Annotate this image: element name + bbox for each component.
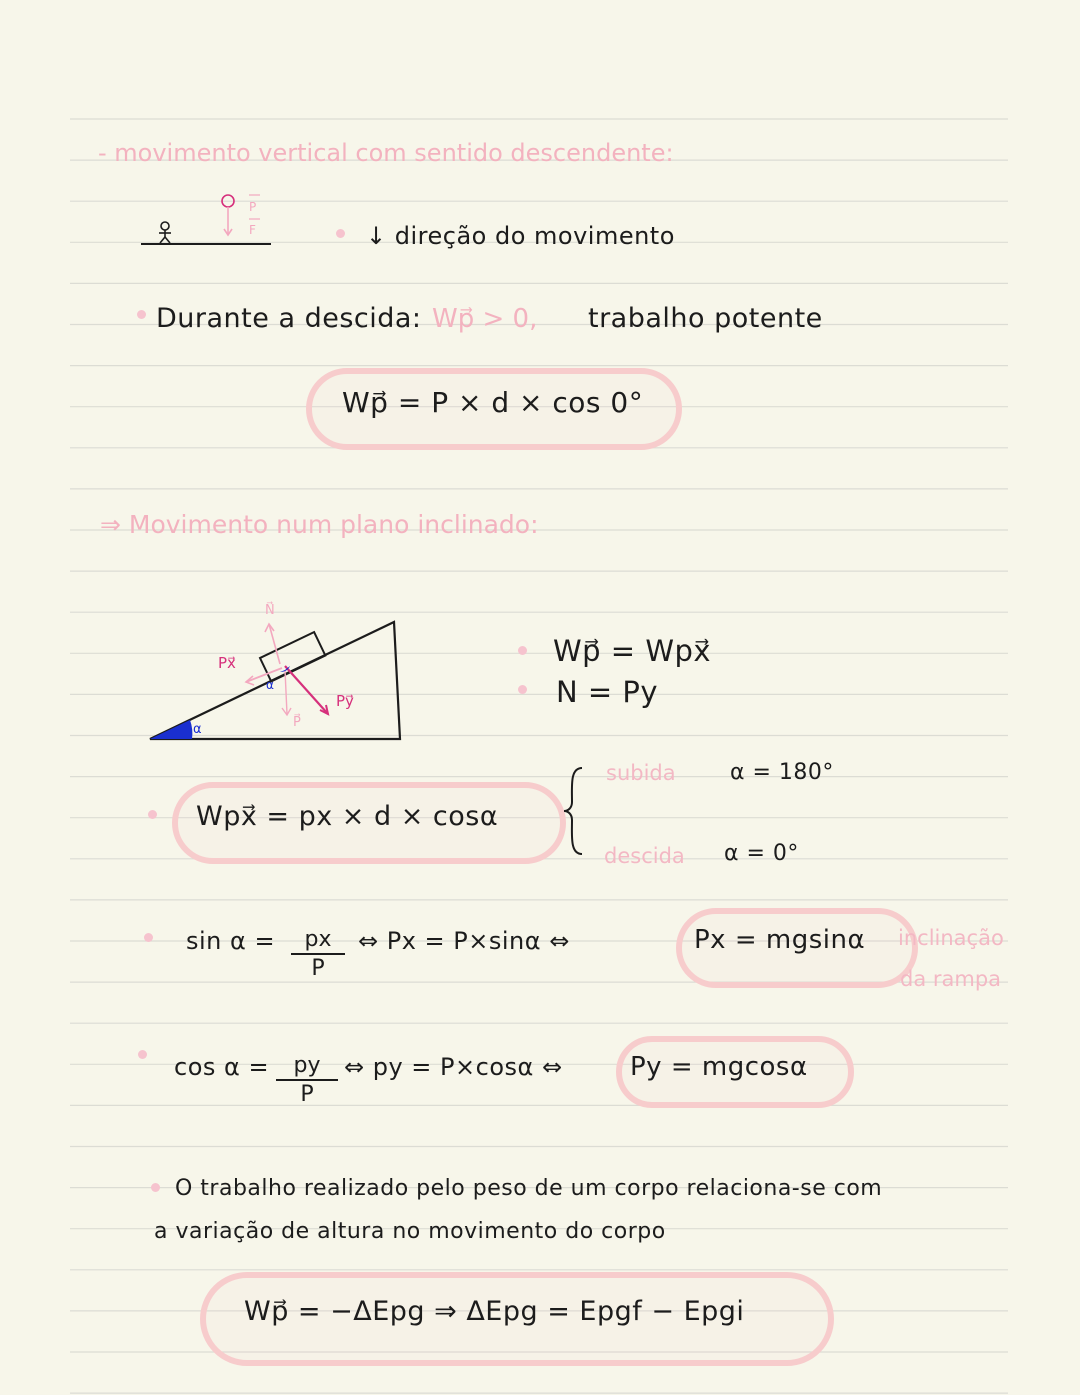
case-up-value: α = 180° — [730, 760, 834, 785]
case-down-value: α = 0° — [724, 841, 799, 866]
section1-heading: - movimento vertical com sentido descendente: — [98, 139, 674, 167]
bullet — [518, 646, 527, 655]
falling-ball — [222, 195, 234, 207]
sin-fraction-numerator: px — [291, 929, 345, 955]
py-result: Py = mgcosα — [630, 1052, 808, 1082]
cos-lhs: cos α = — [174, 1053, 270, 1081]
cos-derivation: ⇔ py = P×cosα ⇔ — [344, 1053, 563, 1081]
statement-line1: O trabalho realizado pelo peso de um corpo relaciona-se com — [175, 1176, 883, 1201]
work-equality-line: Wp⃗ = Wpx⃗ — [553, 634, 712, 668]
normal-force-label: N⃗ — [265, 603, 275, 618]
statement-line2: a variação de altura no movimento do corpo — [154, 1219, 666, 1244]
px-result: Px = mgsinα — [694, 925, 866, 955]
bullet — [138, 1050, 147, 1059]
ramp-inclination-note-line2: da rampa — [900, 967, 1002, 991]
sin-fraction — [291, 929, 345, 980]
inclined-plane-diagram — [140, 596, 420, 746]
sin-derivation: ⇔ Px = P×sinα ⇔ — [358, 927, 570, 955]
cases-brace — [562, 766, 592, 856]
cos-fraction — [276, 1055, 338, 1106]
ramp-inclination-note-line1: inclinação — [898, 926, 1004, 950]
normal-equality-line: N = Py — [556, 675, 659, 709]
bullet — [151, 1183, 160, 1192]
bullet — [137, 310, 146, 319]
weight-force-label: P⃗ — [293, 715, 301, 730]
weight-work-formula: Wp⃗ = P × d × cos 0° — [342, 386, 644, 419]
incline-angle-label: α — [193, 722, 202, 737]
cos-fraction-denominator: P — [300, 1082, 314, 1107]
block-angle-label: α — [266, 678, 274, 692]
potent-work-label: trabalho potente — [588, 303, 823, 334]
px-work-formula: Wpx⃗ = px × d × cosα — [196, 801, 499, 832]
cos-fraction-numerator: py — [276, 1055, 338, 1081]
section2-heading: ⇒ Movimento num plano inclinado: — [100, 510, 539, 539]
case-down-label: descida — [604, 844, 685, 868]
bullet — [336, 229, 345, 238]
force-label-f: F — [249, 223, 256, 237]
sin-lhs: sin α = — [186, 927, 276, 955]
px-force-label: Px⃗ — [218, 654, 236, 672]
work-positive-condition: Wp⃗ > 0, — [432, 304, 538, 334]
case-up-label: subida — [606, 761, 676, 785]
py-force-label: Py⃗ — [336, 692, 354, 710]
direction-note: ↓ direção do movimento — [366, 222, 675, 250]
bullet — [148, 810, 157, 819]
bullet — [144, 933, 153, 942]
vertical-motion-diagram — [135, 188, 285, 248]
sin-fraction-denominator: P — [311, 956, 325, 981]
weight-label-p: P — [249, 200, 257, 214]
bullet — [518, 685, 527, 694]
energy-work-formula: Wp⃗ = −ΔEpg ⇒ ΔEpg = Epgf − Epgi — [244, 1296, 745, 1327]
during-descent-prefix: Durante a descida: — [156, 303, 422, 334]
